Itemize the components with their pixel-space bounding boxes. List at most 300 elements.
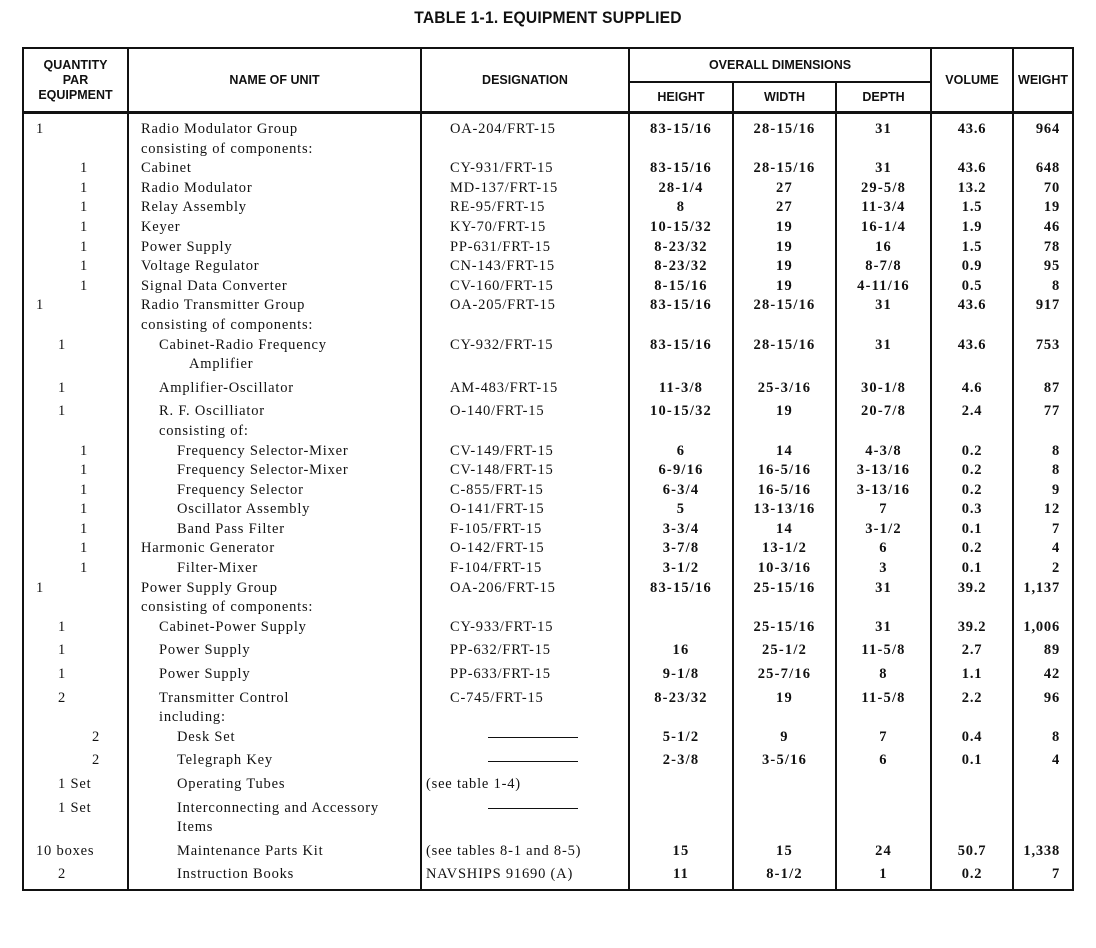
table-row (23, 500, 1073, 520)
weight-cell: 1,338 (1013, 838, 1073, 862)
table-row (23, 838, 1073, 862)
designation-cell: MD-137/FRT-15 (421, 179, 629, 199)
blank-designation-rule (488, 808, 578, 809)
depth-cell: 29-5/8 (836, 179, 931, 199)
quantity-cell: 1 (23, 442, 128, 462)
volume-cell: 2.2 (931, 685, 1013, 728)
table-row (23, 461, 1073, 481)
unit-name: Voltage Regulator (141, 258, 260, 275)
depth-cell: 31 (836, 113, 931, 160)
width-cell: 25-1/2 (733, 637, 836, 661)
designation-cell: CY-933/FRT-15 (421, 618, 629, 638)
name-of-unit-cell (128, 728, 421, 748)
volume-cell: 50.7 (931, 838, 1013, 862)
depth-cell: 16 (836, 238, 931, 258)
designation-cell: OA-205/FRT-15 (421, 296, 629, 335)
unit-name-continuation: including: (159, 709, 226, 726)
weight-cell: 1,137 (1013, 579, 1073, 618)
designation-cell: (see table 1-4) (421, 771, 629, 795)
table-row (23, 559, 1073, 579)
header-designation: DESIGNATION (421, 48, 629, 113)
weight-cell: 4 (1013, 539, 1073, 559)
height-cell: 5 (629, 500, 733, 520)
table-row (23, 296, 1073, 335)
blank-designation-rule (488, 737, 578, 738)
header-quantity-line: QUANTITY (43, 57, 108, 72)
weight-cell: 2 (1013, 559, 1073, 579)
depth-cell: 8-7/8 (836, 257, 931, 277)
height-cell: 83-15/16 (629, 296, 733, 335)
height-cell: 10-15/32 (629, 218, 733, 238)
header-quantity-line: PAR (62, 72, 89, 87)
width-cell: 27 (733, 179, 836, 199)
name-of-unit-cell (128, 113, 421, 160)
designation-cell: PP-632/FRT-15 (421, 637, 629, 661)
height-cell (629, 618, 733, 638)
height-cell: 16 (629, 637, 733, 661)
height-cell: 3-7/8 (629, 539, 733, 559)
weight-cell: 12 (1013, 500, 1073, 520)
unit-name: Cabinet-Power Supply (159, 618, 307, 635)
depth-cell: 11-3/4 (836, 198, 931, 218)
quantity-cell: 1 (23, 539, 128, 559)
designation-cell: NAVSHIPS 91690 (A) (421, 861, 629, 890)
width-cell: 8-1/2 (733, 861, 836, 890)
designation-cell: PP-631/FRT-15 (421, 238, 629, 258)
unit-name: Oscillator Assembly (177, 501, 311, 518)
weight-cell: 7 (1013, 520, 1073, 540)
height-cell (629, 795, 733, 838)
table-row (23, 637, 1073, 661)
width-cell: 19 (733, 398, 836, 441)
unit-name-continuation: consisting of components: (141, 316, 314, 333)
quantity-cell: 1 (23, 520, 128, 540)
designation-cell (421, 728, 629, 748)
quantity-cell: 1 (23, 579, 128, 618)
table-row (23, 685, 1073, 728)
height-cell: 6-9/16 (629, 461, 733, 481)
width-cell: 3-5/16 (733, 747, 836, 771)
height-cell: 83-15/16 (629, 159, 733, 179)
height-cell: 83-15/16 (629, 579, 733, 618)
volume-cell: 0.2 (931, 461, 1013, 481)
volume-cell: 0.2 (931, 861, 1013, 890)
weight-cell: 917 (1013, 296, 1073, 335)
header-overall-dimensions: OVERALL DIMENSIONS (629, 48, 931, 82)
height-cell: 5-1/2 (629, 728, 733, 748)
quantity-cell: 10 boxes (23, 838, 128, 862)
table-row (23, 728, 1073, 748)
width-cell: 16-5/16 (733, 461, 836, 481)
unit-name: Keyer (141, 218, 181, 235)
designation-cell: CV-149/FRT-15 (421, 442, 629, 462)
unit-name: Telegraph Key (177, 752, 273, 769)
designation-cell (421, 747, 629, 771)
height-cell: 2-3/8 (629, 747, 733, 771)
width-cell: 9 (733, 728, 836, 748)
unit-name: Cabinet-Radio Frequency (159, 336, 327, 353)
unit-name: R. F. Oscilliator (159, 403, 265, 420)
height-cell: 8-23/32 (629, 257, 733, 277)
blank-designation-rule (488, 761, 578, 762)
name-of-unit-cell (128, 277, 421, 297)
designation-cell: F-105/FRT-15 (421, 520, 629, 540)
volume-cell: 0.1 (931, 747, 1013, 771)
volume-cell: 0.9 (931, 257, 1013, 277)
depth-cell: 30-1/8 (836, 375, 931, 399)
unit-name: Cabinet (141, 160, 192, 177)
quantity-cell: 1 (23, 218, 128, 238)
weight-cell: 4 (1013, 747, 1073, 771)
name-of-unit-cell (128, 795, 421, 838)
weight-cell: 70 (1013, 179, 1073, 199)
width-cell: 19 (733, 238, 836, 258)
volume-cell: 0.1 (931, 520, 1013, 540)
unit-name: Amplifier-Oscillator (159, 379, 294, 396)
height-cell: 3-3/4 (629, 520, 733, 540)
quantity-cell: 1 (23, 198, 128, 218)
volume-cell: 1.1 (931, 661, 1013, 685)
width-cell: 28-15/16 (733, 296, 836, 335)
weight-cell: 42 (1013, 661, 1073, 685)
height-cell: 11 (629, 861, 733, 890)
volume-cell: 0.2 (931, 481, 1013, 501)
width-cell: 14 (733, 442, 836, 462)
header-weight: WEIGHT (1013, 48, 1073, 113)
weight-cell: 648 (1013, 159, 1073, 179)
designation-cell: OA-204/FRT-15 (421, 113, 629, 160)
depth-cell: 4-3/8 (836, 442, 931, 462)
depth-cell: 11-5/8 (836, 685, 931, 728)
name-of-unit-cell (128, 481, 421, 501)
volume-cell: 1.9 (931, 218, 1013, 238)
volume-cell: 1.5 (931, 198, 1013, 218)
volume-cell (931, 795, 1013, 838)
table-row (23, 257, 1073, 277)
weight-cell: 89 (1013, 637, 1073, 661)
width-cell: 25-3/16 (733, 375, 836, 399)
quantity-cell: 1 (23, 398, 128, 441)
designation-cell: AM-483/FRT-15 (421, 375, 629, 399)
table-row (23, 539, 1073, 559)
quantity-cell: 2 (23, 728, 128, 748)
table-row (23, 747, 1073, 771)
quantity-cell: 1 (23, 618, 128, 638)
height-cell: 11-3/8 (629, 375, 733, 399)
weight-cell: 95 (1013, 257, 1073, 277)
unit-name: Band Pass Filter (177, 520, 285, 537)
quantity-cell: 1 (23, 113, 128, 160)
width-cell: 10-3/16 (733, 559, 836, 579)
designation-cell: RE-95/FRT-15 (421, 198, 629, 218)
depth-cell: 6 (836, 747, 931, 771)
volume-cell: 43.6 (931, 336, 1013, 375)
unit-name: Signal Data Converter (141, 277, 288, 294)
volume-cell: 0.3 (931, 500, 1013, 520)
weight-cell: 8 (1013, 461, 1073, 481)
name-of-unit-cell (128, 771, 421, 795)
depth-cell: 31 (836, 336, 931, 375)
name-of-unit-cell (128, 747, 421, 771)
weight-cell: 9 (1013, 481, 1073, 501)
header-depth: DEPTH (836, 82, 931, 113)
designation-cell: F-104/FRT-15 (421, 559, 629, 579)
designation-cell: KY-70/FRT-15 (421, 218, 629, 238)
quantity-cell: 1 Set (23, 771, 128, 795)
name-of-unit-cell (128, 238, 421, 258)
unit-name: Operating Tubes (177, 776, 286, 792)
unit-name: Radio Modulator Group (141, 121, 298, 137)
unit-name: Harmonic Generator (141, 540, 275, 557)
table-row (23, 481, 1073, 501)
unit-name: Desk Set (177, 728, 236, 745)
width-cell: 28-15/16 (733, 113, 836, 160)
name-of-unit-cell (128, 520, 421, 540)
depth-cell: 6 (836, 539, 931, 559)
height-cell: 8 (629, 198, 733, 218)
depth-cell: 31 (836, 618, 931, 638)
table-row (23, 277, 1073, 297)
quantity-cell: 1 (23, 296, 128, 335)
depth-cell: 20-7/8 (836, 398, 931, 441)
name-of-unit-cell (128, 618, 421, 638)
unit-name-continuation: Items (177, 819, 214, 836)
header-height: HEIGHT (629, 82, 733, 113)
width-cell: 19 (733, 257, 836, 277)
quantity-cell: 1 (23, 500, 128, 520)
table-row (23, 618, 1073, 638)
name-of-unit-cell (128, 179, 421, 199)
height-cell (629, 771, 733, 795)
name-of-unit-cell (128, 500, 421, 520)
volume-cell: 1.5 (931, 238, 1013, 258)
unit-name: Frequency Selector-Mixer (177, 462, 349, 479)
unit-name: Power Supply (159, 666, 251, 683)
width-cell: 27 (733, 198, 836, 218)
designation-cell: CV-160/FRT-15 (421, 277, 629, 297)
table-body (23, 113, 1073, 890)
volume-cell: 39.2 (931, 579, 1013, 618)
volume-cell: 0.1 (931, 559, 1013, 579)
width-cell (733, 771, 836, 795)
weight-cell: 87 (1013, 375, 1073, 399)
weight-cell: 7 (1013, 861, 1073, 890)
depth-cell: 1 (836, 861, 931, 890)
designation-cell: C-745/FRT-15 (421, 685, 629, 728)
table-row (23, 113, 1073, 160)
height-cell: 6-3/4 (629, 481, 733, 501)
table-row (23, 238, 1073, 258)
width-cell (733, 795, 836, 838)
designation-cell (421, 795, 629, 838)
table-row (23, 795, 1073, 838)
height-cell: 28-1/4 (629, 179, 733, 199)
quantity-cell: 1 (23, 461, 128, 481)
quantity-cell: 1 (23, 179, 128, 199)
weight-cell (1013, 795, 1073, 838)
unit-name: Power Supply (159, 642, 251, 659)
quantity-cell: 1 Set (23, 795, 128, 838)
volume-cell (931, 771, 1013, 795)
header-volume: VOLUME (931, 48, 1013, 113)
width-cell: 13-1/2 (733, 539, 836, 559)
volume-cell: 0.2 (931, 442, 1013, 462)
width-cell: 14 (733, 520, 836, 540)
name-of-unit-cell (128, 461, 421, 481)
height-cell: 15 (629, 838, 733, 862)
name-of-unit-cell (128, 579, 421, 618)
unit-name-continuation: consisting of: (159, 422, 249, 439)
header-quantity-line: EQUIPMENT (38, 87, 113, 102)
width-cell: 25-15/16 (733, 579, 836, 618)
width-cell: 15 (733, 838, 836, 862)
width-cell: 28-15/16 (733, 336, 836, 375)
table-row (23, 661, 1073, 685)
volume-cell: 2.4 (931, 398, 1013, 441)
depth-cell: 3-13/16 (836, 481, 931, 501)
quantity-cell: 1 (23, 375, 128, 399)
name-of-unit-cell (128, 559, 421, 579)
weight-cell: 753 (1013, 336, 1073, 375)
designation-cell: O-140/FRT-15 (421, 398, 629, 441)
unit-name: Frequency Selector (177, 481, 304, 498)
height-cell: 6 (629, 442, 733, 462)
designation-cell: CN-143/FRT-15 (421, 257, 629, 277)
table-row (23, 771, 1073, 795)
width-cell: 13-13/16 (733, 500, 836, 520)
depth-cell (836, 771, 931, 795)
volume-cell: 4.6 (931, 375, 1013, 399)
depth-cell: 8 (836, 661, 931, 685)
weight-cell: 77 (1013, 398, 1073, 441)
unit-name: Radio Modulator (141, 179, 253, 196)
depth-cell: 11-5/8 (836, 637, 931, 661)
width-cell: 16-5/16 (733, 481, 836, 501)
quantity-cell: 1 (23, 559, 128, 579)
name-of-unit-cell (128, 838, 421, 862)
volume-cell: 2.7 (931, 637, 1013, 661)
designation-cell: O-142/FRT-15 (421, 539, 629, 559)
quantity-cell: 1 (23, 159, 128, 179)
name-of-unit-cell (128, 336, 421, 375)
unit-name: Power Supply (141, 238, 233, 255)
weight-cell (1013, 771, 1073, 795)
quantity-cell: 1 (23, 637, 128, 661)
equipment-supplied-table (22, 47, 1074, 891)
volume-cell: 43.6 (931, 296, 1013, 335)
quantity-cell: 2 (23, 861, 128, 890)
height-cell: 8-15/16 (629, 277, 733, 297)
name-of-unit-cell (128, 661, 421, 685)
volume-cell: 0.5 (931, 277, 1013, 297)
weight-cell: 8 (1013, 728, 1073, 748)
depth-cell: 31 (836, 296, 931, 335)
table-row (23, 861, 1073, 890)
volume-cell: 39.2 (931, 618, 1013, 638)
height-cell: 3-1/2 (629, 559, 733, 579)
designation-cell: CV-148/FRT-15 (421, 461, 629, 481)
table-row (23, 218, 1073, 238)
table-row (23, 579, 1073, 618)
volume-cell: 13.2 (931, 179, 1013, 199)
unit-name: Instruction Books (177, 866, 295, 883)
unit-name: Radio Transmitter Group (141, 297, 306, 314)
quantity-cell: 1 (23, 336, 128, 375)
designation-cell: CY-932/FRT-15 (421, 336, 629, 375)
weight-cell: 19 (1013, 198, 1073, 218)
name-of-unit-cell (128, 637, 421, 661)
name-of-unit-cell (128, 218, 421, 238)
designation-cell: O-141/FRT-15 (421, 500, 629, 520)
unit-name-continuation: consisting of components: (141, 140, 314, 157)
unit-name: Power Supply Group (141, 579, 278, 596)
table-row (23, 159, 1073, 179)
height-cell: 83-15/16 (629, 336, 733, 375)
width-cell: 28-15/16 (733, 159, 836, 179)
height-cell: 8-23/32 (629, 238, 733, 258)
table-row (23, 398, 1073, 441)
weight-cell: 8 (1013, 442, 1073, 462)
quantity-cell: 1 (23, 238, 128, 258)
weight-cell: 1,006 (1013, 618, 1073, 638)
depth-cell: 3-1/2 (836, 520, 931, 540)
quantity-cell: 1 (23, 481, 128, 501)
name-of-unit-cell (128, 296, 421, 335)
name-of-unit-cell (128, 685, 421, 728)
table-row (23, 336, 1073, 375)
quantity-cell: 1 (23, 661, 128, 685)
weight-cell: 8 (1013, 277, 1073, 297)
depth-cell: 4-11/16 (836, 277, 931, 297)
height-cell: 9-1/8 (629, 661, 733, 685)
unit-name-continuation: Amplifier (189, 356, 254, 373)
depth-cell (836, 795, 931, 838)
designation-cell: CY-931/FRT-15 (421, 159, 629, 179)
quantity-cell: 1 (23, 277, 128, 297)
unit-name: Transmitter Control (159, 689, 290, 706)
name-of-unit-cell (128, 257, 421, 277)
weight-cell: 96 (1013, 685, 1073, 728)
depth-cell: 3-13/16 (836, 461, 931, 481)
table-title: TABLE 1-1. EQUIPMENT SUPPLIED (414, 8, 682, 27)
depth-cell: 24 (836, 838, 931, 862)
name-of-unit-cell (128, 159, 421, 179)
depth-cell: 7 (836, 500, 931, 520)
header-name-of-unit: NAME OF UNIT (128, 48, 421, 113)
volume-cell: 0.4 (931, 728, 1013, 748)
volume-cell: 43.6 (931, 159, 1013, 179)
designation-cell: OA-206/FRT-15 (421, 579, 629, 618)
unit-name: Frequency Selector-Mixer (177, 442, 349, 459)
depth-cell: 7 (836, 728, 931, 748)
header-quantity (23, 48, 128, 113)
designation-cell: C-855/FRT-15 (421, 481, 629, 501)
width-cell: 19 (733, 685, 836, 728)
unit-name: Relay Assembly (141, 199, 247, 216)
depth-cell: 16-1/4 (836, 218, 931, 238)
header-width: WIDTH (733, 82, 836, 113)
name-of-unit-cell (128, 442, 421, 462)
name-of-unit-cell (128, 198, 421, 218)
quantity-cell: 2 (23, 747, 128, 771)
depth-cell: 31 (836, 579, 931, 618)
weight-cell: 46 (1013, 218, 1073, 238)
table-row (23, 442, 1073, 462)
name-of-unit-cell (128, 375, 421, 399)
name-of-unit-cell (128, 398, 421, 441)
quantity-cell: 1 (23, 257, 128, 277)
table-row (23, 179, 1073, 199)
